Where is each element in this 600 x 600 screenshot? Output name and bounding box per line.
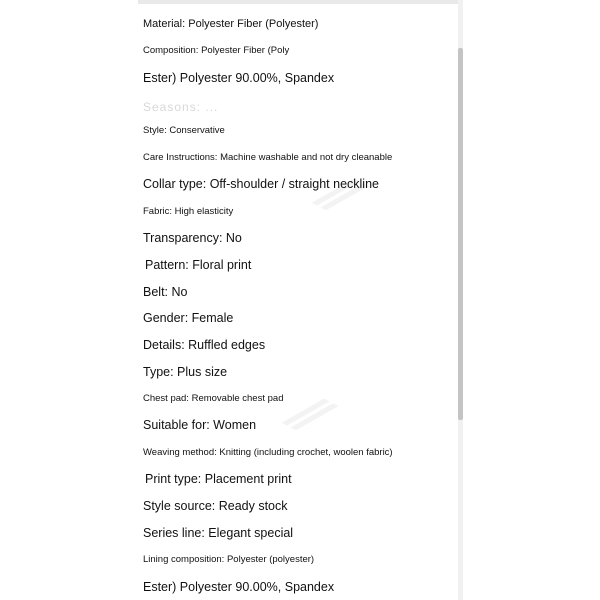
attr-type: Type: Plus size: [143, 365, 228, 379]
attr-pattern: Pattern: Floral print: [145, 258, 252, 272]
attr-lining-composition-continued: Ester) Polyester 90.00%, Spandex: [143, 580, 335, 594]
attr-material: Material: Polyester Fiber (Polyester): [143, 18, 319, 30]
attr-collar-type: Collar type: Off-shoulder / straight neckline: [143, 177, 379, 191]
attr-style: Style: Conservative: [143, 125, 225, 136]
attr-details: Details: Ruffled edges: [143, 338, 266, 352]
attr-series-line: Series line: Elegant special: [143, 526, 294, 540]
attr-gender: Gender: Female: [143, 311, 234, 325]
background-watermark: ⁄⁄: [315, 160, 365, 229]
attr-style-source: Style source: Ready stock: [143, 499, 288, 513]
attr-composition: Composition: Polyester Fiber (Poly: [143, 45, 290, 56]
attr-chest-pad: Chest pad: Removable chest pad: [143, 393, 284, 404]
attr-care-instructions: Care Instructions: Machine washable and not dry cleanable: [143, 152, 393, 163]
background-watermark: ⁄⁄: [285, 380, 335, 449]
attr-print-type: Print type: Placement print: [145, 472, 292, 486]
attr-belt: Belt: No: [143, 285, 188, 299]
top-divider: [138, 0, 462, 4]
attr-suitable-for: Suitable for: Women: [143, 418, 257, 432]
attr-transparency: Transparency: No: [143, 231, 242, 245]
attr-lining-composition: Lining composition: Polyester (polyester): [143, 554, 315, 565]
scrollbar-thumb[interactable]: [458, 48, 463, 420]
attr-weaving-method: Weaving method: Knitting (including crochet, woolen fabric): [143, 447, 393, 458]
faded-attribute-line: Seasons: ...: [143, 100, 219, 114]
attr-composition-continued: Ester) Polyester 90.00%, Spandex: [143, 71, 335, 85]
attr-fabric: Fabric: High elasticity: [143, 206, 234, 217]
